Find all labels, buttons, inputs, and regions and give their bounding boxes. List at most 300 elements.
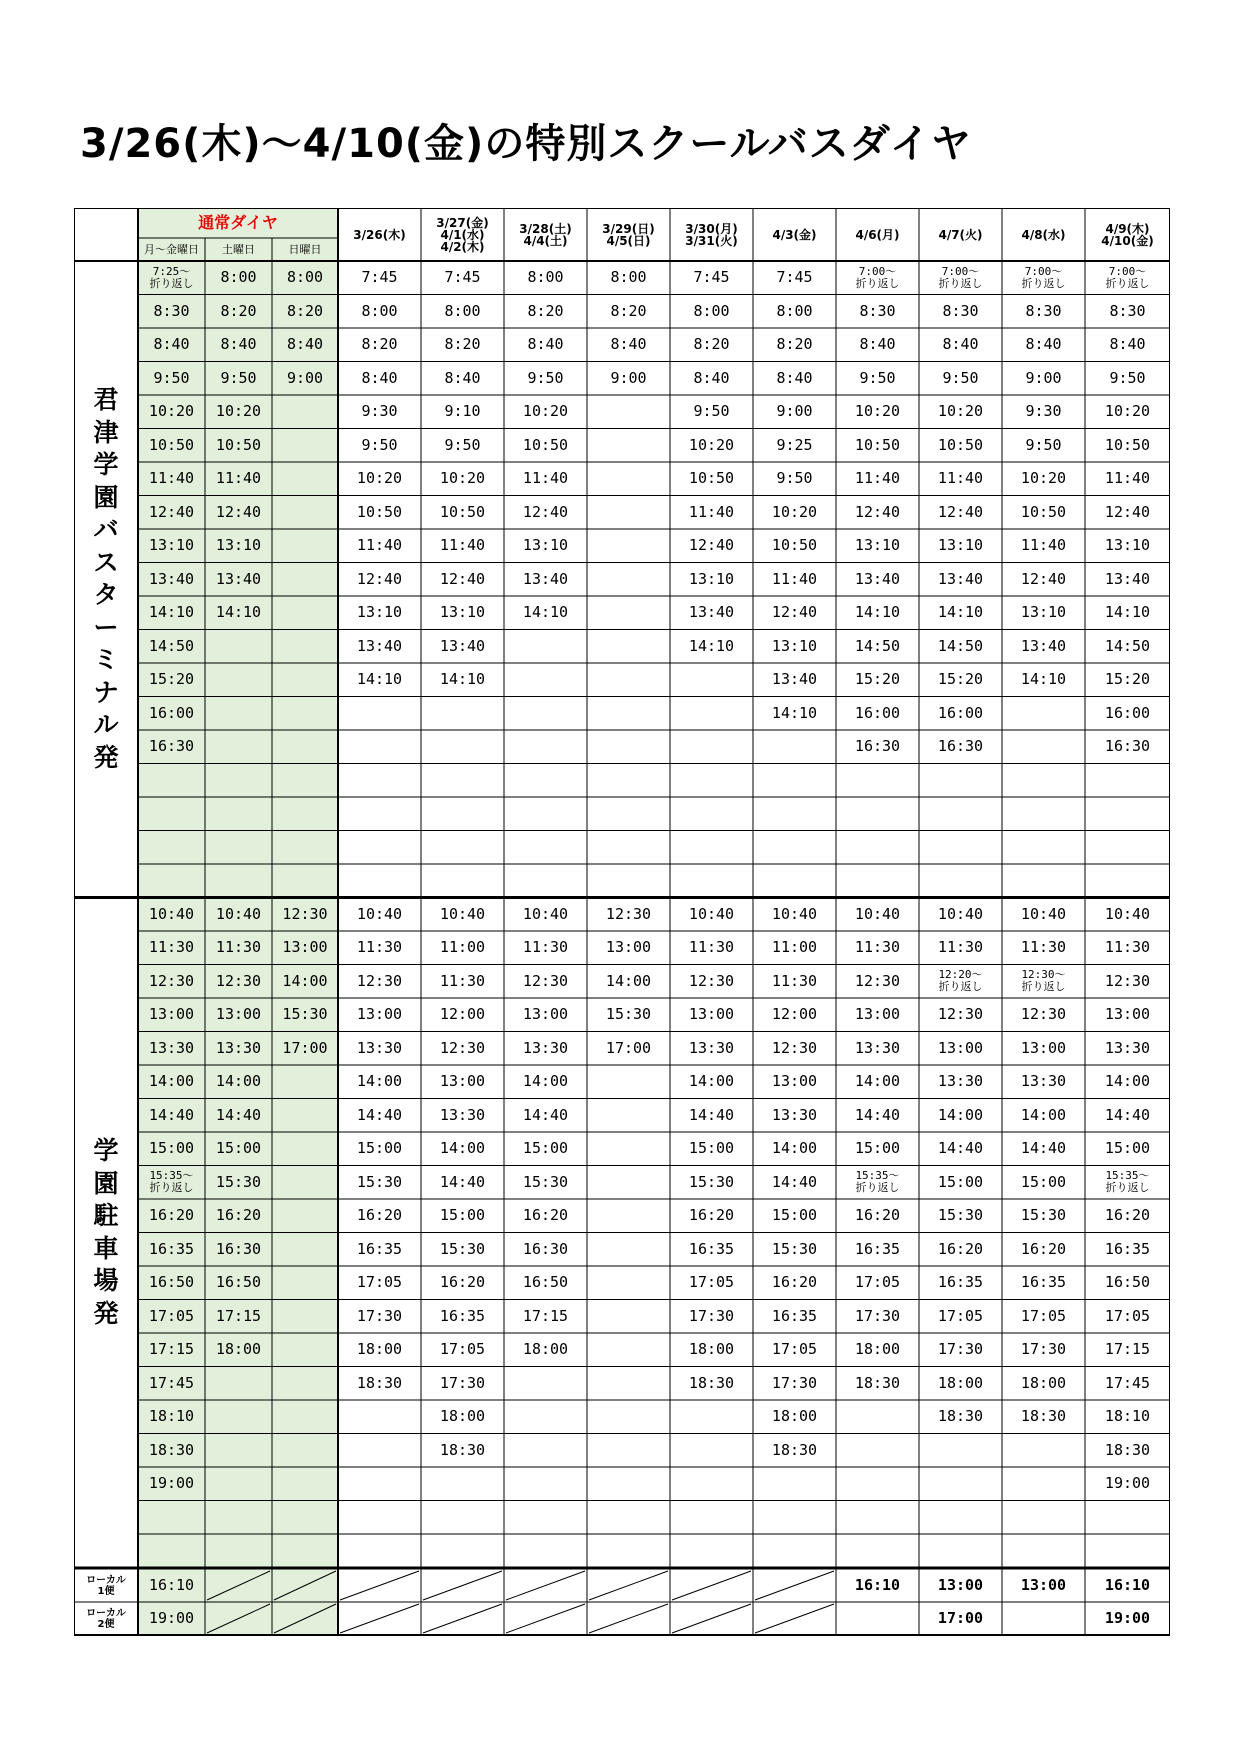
time-cell: 18:30 bbox=[854, 1373, 901, 1392]
time-cell: 11:30 bbox=[854, 938, 901, 957]
time-cell: 7:45 bbox=[361, 268, 398, 287]
time-cell: 11:00 bbox=[439, 938, 486, 957]
time-cell: 15:30 bbox=[1020, 1206, 1067, 1225]
time-cell: 9:00 bbox=[776, 402, 813, 421]
time-cell: 8:00 bbox=[286, 268, 324, 287]
time-cell: 16:30 bbox=[854, 737, 901, 756]
local-normal-time: 16:10 bbox=[148, 1576, 195, 1594]
time-cell: 10:50 bbox=[771, 536, 818, 555]
time-cell: 9:50 bbox=[1109, 368, 1146, 387]
time-cell: 8:30 bbox=[153, 301, 190, 320]
time-cell: 12:20～ 折り返し bbox=[938, 968, 983, 994]
time-cell: 11:30 bbox=[771, 971, 818, 990]
time-cell: 14:40 bbox=[148, 1105, 195, 1124]
time-cell: 8:40 bbox=[693, 368, 730, 387]
time-cell: 16:20 bbox=[439, 1273, 486, 1292]
time-cell: 14:00 bbox=[1104, 1072, 1151, 1091]
time-cell: 8:00 bbox=[444, 301, 481, 320]
time-cell: 16:20 bbox=[1104, 1206, 1151, 1225]
time-cell: 9:00 bbox=[286, 368, 324, 387]
time-cell: 14:10 bbox=[1020, 670, 1067, 689]
time-cell: 17:15 bbox=[148, 1340, 195, 1359]
time-cell: 16:30 bbox=[522, 1239, 569, 1258]
time-cell: 13:10 bbox=[522, 536, 569, 555]
time-cell: 13:10 bbox=[771, 636, 818, 655]
time-cell: 8:20 bbox=[361, 335, 398, 354]
time-cell: 13:40 bbox=[1104, 569, 1151, 588]
time-cell: 9:50 bbox=[693, 402, 730, 421]
time-cell: 10:50 bbox=[356, 502, 403, 521]
time-cell: 16:30 bbox=[937, 737, 984, 756]
time-cell: 15:30 bbox=[522, 1172, 569, 1191]
time-cell: 12:30 bbox=[522, 971, 569, 990]
time-cell: 15:30 bbox=[356, 1172, 403, 1191]
time-cell: 12:30 bbox=[282, 904, 328, 923]
time-cell: 13:30 bbox=[148, 1038, 195, 1057]
time-cell: 8:20 bbox=[776, 335, 813, 354]
time-cell: 12:30 bbox=[854, 971, 901, 990]
time-cell: 13:10 bbox=[356, 603, 403, 622]
time-cell: 7:25～ 折り返し bbox=[149, 264, 194, 290]
local-time: 16:10 bbox=[854, 1576, 901, 1594]
time-cell: 11:40 bbox=[148, 469, 195, 488]
time-cell: 14:40 bbox=[522, 1105, 569, 1124]
time-cell: 12:30～ 折り返し bbox=[1021, 968, 1066, 994]
slash-mark bbox=[672, 1604, 751, 1633]
day-type-header: 日曜日 bbox=[288, 243, 322, 256]
time-cell: 14:40 bbox=[937, 1139, 984, 1158]
time-cell: 16:35 bbox=[937, 1273, 984, 1292]
time-cell: 13:00 bbox=[854, 1005, 901, 1024]
time-cell: 12:40 bbox=[1020, 569, 1067, 588]
time-cell: 17:15 bbox=[1104, 1340, 1151, 1359]
date-header: 3/28(土) 4/4(土) bbox=[519, 221, 572, 248]
time-cell: 14:50 bbox=[937, 636, 984, 655]
time-cell: 14:10 bbox=[148, 603, 195, 622]
slash-mark bbox=[755, 1604, 834, 1633]
time-cell: 15:00 bbox=[854, 1139, 901, 1158]
time-cell: 13:00 bbox=[771, 1072, 818, 1091]
time-cell: 16:20 bbox=[688, 1206, 735, 1225]
time-cell: 8:40 bbox=[942, 335, 979, 354]
time-cell: 10:40 bbox=[356, 904, 403, 923]
time-cell: 11:30 bbox=[937, 938, 984, 957]
time-cell: 15:00 bbox=[522, 1139, 569, 1158]
time-cell: 8:40 bbox=[610, 335, 647, 354]
time-cell: 8:40 bbox=[527, 335, 564, 354]
time-cell: 14:40 bbox=[688, 1105, 735, 1124]
time-cell: 12:30 bbox=[688, 971, 735, 990]
time-cell: 10:50 bbox=[522, 435, 569, 454]
time-cell: 11:30 bbox=[148, 938, 195, 957]
time-cell: 8:00 bbox=[220, 268, 257, 287]
date-header: 4/8(水) bbox=[1021, 227, 1066, 242]
time-cell: 12:40 bbox=[937, 502, 984, 521]
time-cell: 8:40 bbox=[859, 335, 896, 354]
date-header: 4/7(火) bbox=[938, 227, 983, 242]
time-cell: 14:50 bbox=[148, 636, 195, 655]
time-cell: 13:30 bbox=[1104, 1038, 1151, 1057]
time-cell: 17:15 bbox=[522, 1306, 569, 1325]
slash-mark bbox=[340, 1571, 419, 1600]
time-cell: 13:40 bbox=[439, 636, 486, 655]
time-cell: 16:20 bbox=[854, 1206, 901, 1225]
time-cell: 15:00 bbox=[937, 1172, 984, 1191]
time-cell: 16:35 bbox=[688, 1239, 735, 1258]
time-cell: 8:00 bbox=[527, 268, 564, 287]
time-cell: 14:10 bbox=[1104, 603, 1151, 622]
section-label: 学 園 駐 車 場 発 bbox=[93, 1136, 119, 1328]
time-cell: 7:00～ 折り返し bbox=[855, 264, 900, 290]
date-header: 3/27(金) 4/1(水) 4/2(木) bbox=[436, 215, 489, 254]
time-cell: 7:45 bbox=[776, 268, 813, 287]
time-cell: 13:30 bbox=[854, 1038, 901, 1057]
time-cell: 13:00 bbox=[522, 1005, 569, 1024]
time-cell: 11:30 bbox=[522, 938, 569, 957]
time-cell: 14:00 bbox=[1020, 1105, 1067, 1124]
time-cell: 11:30 bbox=[1020, 938, 1067, 957]
time-cell: 16:35 bbox=[1020, 1273, 1067, 1292]
time-cell: 11:40 bbox=[439, 536, 486, 555]
time-cell: 10:20 bbox=[356, 469, 403, 488]
time-cell: 15:20 bbox=[854, 670, 901, 689]
time-cell: 13:40 bbox=[215, 569, 262, 588]
time-cell: 14:00 bbox=[937, 1105, 984, 1124]
time-cell: 9:30 bbox=[361, 402, 398, 421]
time-cell: 17:30 bbox=[937, 1340, 984, 1359]
time-cell: 12:00 bbox=[771, 1005, 818, 1024]
slash-mark bbox=[423, 1571, 502, 1600]
time-cell: 9:50 bbox=[220, 368, 257, 387]
time-cell: 10:50 bbox=[439, 502, 486, 521]
time-cell: 9:50 bbox=[444, 435, 481, 454]
time-cell: 13:40 bbox=[1020, 636, 1067, 655]
time-cell: 13:00 bbox=[688, 1005, 735, 1024]
time-cell: 13:10 bbox=[1104, 536, 1151, 555]
local-route-label: ローカル 2便 bbox=[86, 1607, 126, 1630]
time-cell: 14:10 bbox=[771, 703, 818, 722]
time-cell: 7:00～ 折り返し bbox=[1105, 264, 1150, 290]
time-cell: 18:00 bbox=[854, 1340, 901, 1359]
time-cell: 13:00 bbox=[215, 1005, 262, 1024]
time-cell: 17:05 bbox=[148, 1306, 195, 1325]
time-cell: 16:35 bbox=[148, 1239, 195, 1258]
time-cell: 12:40 bbox=[215, 502, 262, 521]
time-cell: 8:20 bbox=[286, 301, 324, 320]
time-cell: 17:00 bbox=[282, 1038, 328, 1057]
time-cell: 10:50 bbox=[937, 435, 984, 454]
time-cell: 15:20 bbox=[937, 670, 984, 689]
time-cell: 10:40 bbox=[522, 904, 569, 923]
time-cell: 16:35 bbox=[356, 1239, 403, 1258]
date-header: 4/6(月) bbox=[855, 227, 900, 242]
time-cell: 8:40 bbox=[776, 368, 813, 387]
time-cell: 10:20 bbox=[522, 402, 569, 421]
time-cell: 14:10 bbox=[356, 670, 403, 689]
time-cell: 8:40 bbox=[1109, 335, 1146, 354]
time-cell: 8:30 bbox=[942, 301, 979, 320]
time-cell: 13:30 bbox=[356, 1038, 403, 1057]
time-cell: 14:10 bbox=[937, 603, 984, 622]
time-cell: 15:35～ 折り返し bbox=[1105, 1169, 1150, 1195]
time-cell: 12:40 bbox=[148, 502, 195, 521]
time-cell: 8:00 bbox=[776, 301, 813, 320]
time-cell: 13:40 bbox=[522, 569, 569, 588]
time-cell: 18:00 bbox=[356, 1340, 403, 1359]
time-cell: 13:10 bbox=[1020, 603, 1067, 622]
time-cell: 13:40 bbox=[356, 636, 403, 655]
slash-mark bbox=[672, 1571, 751, 1600]
time-cell: 18:10 bbox=[1104, 1407, 1151, 1426]
time-cell: 14:00 bbox=[522, 1072, 569, 1091]
time-cell: 14:00 bbox=[282, 971, 328, 990]
time-cell: 12:30 bbox=[215, 971, 262, 990]
time-cell: 15:35～ 折り返し bbox=[149, 1169, 194, 1195]
time-cell: 10:50 bbox=[688, 469, 735, 488]
time-cell: 10:50 bbox=[854, 435, 901, 454]
time-cell: 16:00 bbox=[1104, 703, 1151, 722]
time-cell: 8:30 bbox=[1025, 301, 1062, 320]
time-cell: 9:50 bbox=[859, 368, 896, 387]
time-cell: 9:00 bbox=[610, 368, 647, 387]
time-cell: 7:00～ 折り返し bbox=[938, 264, 983, 290]
page-title: 3/26(木)～4/10(金)の特別スクールバスダイヤ bbox=[80, 121, 972, 167]
time-cell: 10:20 bbox=[688, 435, 735, 454]
local-time: 19:00 bbox=[1104, 1609, 1151, 1627]
time-cell: 10:20 bbox=[1104, 402, 1151, 421]
time-cell: 11:40 bbox=[771, 569, 818, 588]
time-cell: 10:20 bbox=[854, 402, 901, 421]
time-cell: 7:00～ 折り返し bbox=[1021, 264, 1066, 290]
time-cell: 13:40 bbox=[688, 603, 735, 622]
time-cell: 10:50 bbox=[1020, 502, 1067, 521]
time-cell: 12:30 bbox=[605, 904, 652, 923]
time-cell: 9:50 bbox=[361, 435, 398, 454]
time-cell: 14:10 bbox=[439, 670, 486, 689]
time-cell: 12:40 bbox=[688, 536, 735, 555]
time-cell: 10:50 bbox=[148, 435, 195, 454]
time-cell: 14:10 bbox=[522, 603, 569, 622]
slash-mark bbox=[340, 1604, 419, 1633]
time-cell: 11:40 bbox=[688, 502, 735, 521]
time-cell: 19:00 bbox=[1104, 1474, 1151, 1493]
time-cell: 8:30 bbox=[859, 301, 896, 320]
time-cell: 9:10 bbox=[444, 402, 481, 421]
time-cell: 18:00 bbox=[215, 1340, 262, 1359]
time-cell: 10:40 bbox=[439, 904, 486, 923]
time-cell: 15:00 bbox=[771, 1206, 818, 1225]
time-cell: 14:10 bbox=[854, 603, 901, 622]
time-cell: 15:30 bbox=[605, 1005, 652, 1024]
time-cell: 17:30 bbox=[439, 1373, 486, 1392]
time-cell: 16:50 bbox=[148, 1273, 195, 1292]
time-cell: 10:40 bbox=[1104, 904, 1151, 923]
time-cell: 9:50 bbox=[527, 368, 564, 387]
time-cell: 14:40 bbox=[356, 1105, 403, 1124]
time-cell: 14:00 bbox=[605, 971, 652, 990]
time-cell: 13:10 bbox=[937, 536, 984, 555]
local-route-label: ローカル 1便 bbox=[86, 1574, 126, 1597]
time-cell: 15:30 bbox=[439, 1239, 486, 1258]
time-cell: 18:00 bbox=[1020, 1373, 1067, 1392]
time-cell: 17:05 bbox=[854, 1273, 901, 1292]
slash-mark bbox=[506, 1571, 585, 1600]
time-cell: 16:35 bbox=[1104, 1239, 1151, 1258]
time-cell: 12:40 bbox=[1104, 502, 1151, 521]
time-cell: 13:00 bbox=[937, 1038, 984, 1057]
time-cell: 13:10 bbox=[854, 536, 901, 555]
time-cell: 12:30 bbox=[1020, 1005, 1067, 1024]
time-cell: 14:10 bbox=[688, 636, 735, 655]
time-cell: 9:50 bbox=[153, 368, 190, 387]
time-cell: 14:40 bbox=[439, 1172, 486, 1191]
time-cell: 18:30 bbox=[439, 1440, 486, 1459]
time-cell: 13:00 bbox=[282, 938, 328, 957]
time-cell: 11:30 bbox=[356, 938, 403, 957]
time-cell: 9:00 bbox=[1025, 368, 1062, 387]
time-cell: 16:50 bbox=[1104, 1273, 1151, 1292]
time-cell: 12:30 bbox=[937, 1005, 984, 1024]
time-cell: 17:05 bbox=[439, 1340, 486, 1359]
time-cell: 14:00 bbox=[771, 1139, 818, 1158]
time-cell: 12:40 bbox=[356, 569, 403, 588]
time-cell: 12:40 bbox=[771, 603, 818, 622]
time-cell: 11:40 bbox=[1104, 469, 1151, 488]
time-cell: 18:30 bbox=[688, 1373, 735, 1392]
time-cell: 17:05 bbox=[688, 1273, 735, 1292]
slash-mark bbox=[506, 1604, 585, 1633]
time-cell: 15:30 bbox=[688, 1172, 735, 1191]
time-cell: 14:10 bbox=[215, 603, 262, 622]
time-cell: 13:30 bbox=[771, 1105, 818, 1124]
time-cell: 14:50 bbox=[1104, 636, 1151, 655]
time-cell: 10:40 bbox=[854, 904, 901, 923]
time-cell: 16:20 bbox=[937, 1239, 984, 1258]
time-cell: 8:30 bbox=[1109, 301, 1146, 320]
time-cell: 16:35 bbox=[771, 1306, 818, 1325]
time-cell: 14:40 bbox=[1104, 1105, 1151, 1124]
time-cell: 13:00 bbox=[1104, 1005, 1151, 1024]
time-cell: 17:30 bbox=[688, 1306, 735, 1325]
time-cell: 17:05 bbox=[356, 1273, 403, 1292]
time-cell: 9:30 bbox=[1025, 402, 1062, 421]
time-cell: 14:50 bbox=[854, 636, 901, 655]
time-cell: 8:40 bbox=[1025, 335, 1062, 354]
time-cell: 13:30 bbox=[937, 1072, 984, 1091]
time-cell: 7:45 bbox=[444, 268, 481, 287]
time-cell: 11:30 bbox=[688, 938, 735, 957]
time-cell: 10:40 bbox=[771, 904, 818, 923]
time-cell: 8:00 bbox=[610, 268, 647, 287]
timetable bbox=[74, 208, 1170, 1642]
time-cell: 15:30 bbox=[215, 1172, 262, 1191]
time-cell: 11:30 bbox=[215, 938, 262, 957]
time-cell: 18:00 bbox=[522, 1340, 569, 1359]
time-cell: 10:20 bbox=[937, 402, 984, 421]
time-cell: 14:40 bbox=[215, 1105, 262, 1124]
date-header: 3/30(月) 3/31(火) bbox=[685, 221, 738, 248]
date-header: 3/29(日) 4/5(日) bbox=[602, 221, 655, 248]
time-cell: 10:40 bbox=[148, 904, 195, 923]
time-cell: 10:20 bbox=[215, 402, 262, 421]
time-cell: 11:40 bbox=[522, 469, 569, 488]
time-cell: 13:40 bbox=[148, 569, 195, 588]
time-cell: 12:30 bbox=[771, 1038, 818, 1057]
time-cell: 8:20 bbox=[527, 301, 564, 320]
time-cell: 8:40 bbox=[361, 368, 398, 387]
time-cell: 18:00 bbox=[771, 1407, 818, 1426]
time-cell: 12:30 bbox=[148, 971, 195, 990]
time-cell: 14:00 bbox=[439, 1139, 486, 1158]
time-cell: 11:30 bbox=[1104, 938, 1151, 957]
time-cell: 10:20 bbox=[439, 469, 486, 488]
time-cell: 17:30 bbox=[854, 1306, 901, 1325]
time-cell: 13:40 bbox=[771, 670, 818, 689]
time-cell: 15:35～ 折り返し bbox=[855, 1169, 900, 1195]
time-cell: 13:00 bbox=[605, 938, 652, 957]
time-cell: 13:00 bbox=[148, 1005, 195, 1024]
time-cell: 10:40 bbox=[937, 904, 984, 923]
time-cell: 15:00 bbox=[356, 1139, 403, 1158]
time-cell: 18:00 bbox=[937, 1373, 984, 1392]
time-cell: 10:20 bbox=[148, 402, 195, 421]
time-cell: 17:30 bbox=[356, 1306, 403, 1325]
time-cell: 13:30 bbox=[522, 1038, 569, 1057]
time-cell: 10:40 bbox=[215, 904, 262, 923]
time-cell: 8:20 bbox=[693, 335, 730, 354]
time-cell: 12:40 bbox=[522, 502, 569, 521]
date-header: 3/26(木) bbox=[353, 227, 406, 242]
time-cell: 18:10 bbox=[148, 1407, 195, 1426]
time-cell: 11:40 bbox=[854, 469, 901, 488]
slash-mark bbox=[589, 1604, 668, 1633]
time-cell: 13:10 bbox=[148, 536, 195, 555]
time-cell: 15:30 bbox=[937, 1206, 984, 1225]
time-cell: 16:20 bbox=[771, 1273, 818, 1292]
time-cell: 7:45 bbox=[693, 268, 730, 287]
time-cell: 11:00 bbox=[771, 938, 818, 957]
time-cell: 16:30 bbox=[148, 737, 195, 756]
time-cell: 14:00 bbox=[148, 1072, 195, 1091]
time-cell: 16:50 bbox=[522, 1273, 569, 1292]
time-cell: 14:00 bbox=[854, 1072, 901, 1091]
time-cell: 11:40 bbox=[356, 536, 403, 555]
day-type-header: 月～金曜日 bbox=[144, 243, 199, 256]
time-cell: 15:00 bbox=[688, 1139, 735, 1158]
time-cell: 9:50 bbox=[1025, 435, 1062, 454]
time-cell: 13:00 bbox=[1020, 1038, 1067, 1057]
time-cell: 15:00 bbox=[215, 1139, 262, 1158]
time-cell: 13:00 bbox=[356, 1005, 403, 1024]
time-cell: 14:40 bbox=[771, 1172, 818, 1191]
time-cell: 13:30 bbox=[215, 1038, 262, 1057]
time-cell: 16:30 bbox=[1104, 737, 1151, 756]
time-cell: 18:00 bbox=[688, 1340, 735, 1359]
time-cell: 8:00 bbox=[693, 301, 730, 320]
time-cell: 9:25 bbox=[776, 435, 813, 454]
local-time: 13:00 bbox=[1020, 1576, 1067, 1594]
time-cell: 8:40 bbox=[153, 335, 190, 354]
time-cell: 17:00 bbox=[605, 1038, 652, 1057]
time-cell: 15:00 bbox=[148, 1139, 195, 1158]
time-cell: 17:45 bbox=[1104, 1373, 1151, 1392]
time-cell: 17:30 bbox=[771, 1373, 818, 1392]
time-cell: 12:30 bbox=[356, 971, 403, 990]
time-cell: 17:05 bbox=[937, 1306, 984, 1325]
time-cell: 8:20 bbox=[444, 335, 481, 354]
time-cell: 15:00 bbox=[1104, 1139, 1151, 1158]
time-cell: 13:10 bbox=[215, 536, 262, 555]
